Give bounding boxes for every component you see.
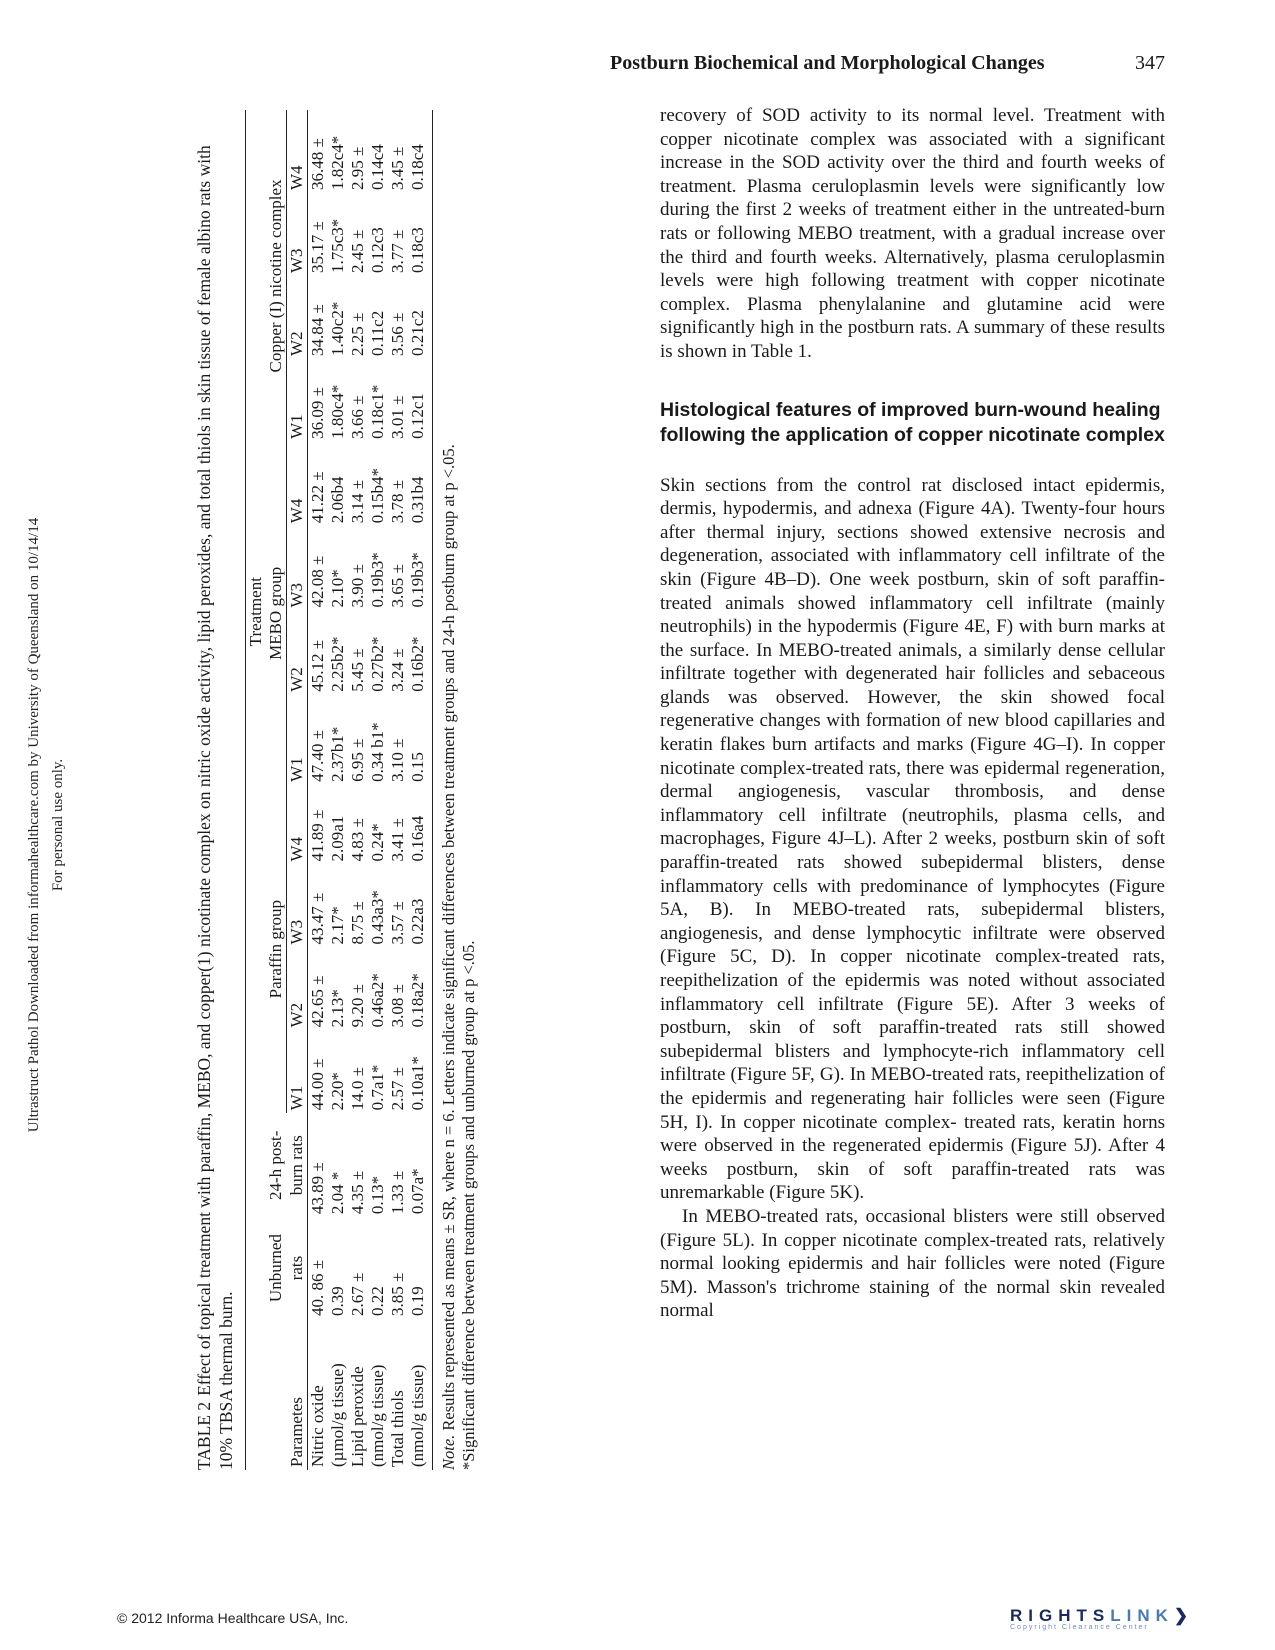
week-header: W2: [287, 610, 308, 694]
error-value: 0.12c1: [408, 393, 427, 439]
error-value: 0.39: [328, 1286, 347, 1316]
mean-value: 3.41 ±: [388, 818, 407, 862]
value-cell: [388, 359, 433, 442]
mean-value: 4.83 ±: [348, 818, 367, 862]
error-value: 2.20*: [328, 1072, 347, 1111]
value-cell: [388, 785, 433, 865]
note-label: Note.: [439, 1434, 458, 1470]
mean-value: 43.89 ±: [308, 1162, 327, 1215]
mean-value: 2.25 ±: [348, 312, 367, 356]
treatment-header: Treatment: [246, 110, 267, 1113]
error-value: 0.22: [368, 1286, 387, 1316]
value-cell: [308, 359, 349, 442]
error-value: 0.43a3*: [368, 890, 387, 945]
unburned-header-2: rats: [287, 1217, 308, 1319]
error-value: 2.17*: [328, 906, 347, 945]
value-cell: [348, 1113, 388, 1217]
value-cell: [388, 193, 433, 276]
error-value: 0.27b2*: [368, 636, 387, 692]
running-head-title: Postburn Biochemical and Morphological Changes: [610, 52, 1045, 74]
parameter-cell: [388, 1319, 433, 1470]
mean-value: 41.22 ±: [308, 471, 327, 524]
value-cell: [388, 110, 433, 193]
value-cell: [348, 359, 388, 442]
rightslink-arrow-icon: ❯: [1173, 1606, 1195, 1625]
table-header-row-3: [287, 110, 308, 1470]
parameters-header: Parametes: [287, 1319, 308, 1470]
error-value: 0.10a1*: [408, 1056, 427, 1111]
watermark-line-2: For personal use only.: [50, 758, 66, 892]
error-value: 0.18a2*: [408, 973, 427, 1028]
value-cell: [388, 864, 433, 947]
value-cell: [348, 442, 388, 526]
unburned-header-1: Unburned: [266, 1234, 285, 1303]
group-header-mebo: MEBO group: [266, 442, 287, 785]
error-value: 0.15b4*: [368, 467, 387, 524]
error-value: 0.16b2*: [408, 636, 427, 692]
mean-value: 40. 86 ±: [308, 1259, 327, 1316]
value-cell: [388, 526, 433, 610]
value-cell: [348, 1217, 388, 1319]
mean-value: 3.14 ±: [348, 479, 367, 524]
error-value: 0.13*: [368, 1175, 387, 1215]
download-watermark: [22, 300, 76, 1350]
mean-value: 3.66 ±: [348, 395, 367, 439]
parameter-line: Nitric oxide: [308, 1385, 327, 1467]
error-value: 0.34 b1*: [368, 722, 387, 782]
table-row: [348, 110, 388, 1470]
error-value: 1.75c3*: [328, 218, 347, 273]
error-value: 0.18c4: [408, 144, 427, 191]
error-value: 2.09a1: [328, 815, 347, 862]
week-header: W1: [287, 695, 308, 785]
value-cell: [348, 193, 388, 276]
note-text-2: *Significant difference between treatment groups and unburned group at p <.05.: [459, 940, 478, 1470]
table-caption: [193, 110, 237, 1470]
postburn-header-2: burn rats: [287, 1113, 308, 1217]
value-cell: [308, 442, 349, 526]
mean-value: 3.65 ±: [388, 564, 407, 608]
table-label: TABLE 2: [194, 1401, 214, 1470]
mean-value: 35.17 ±: [308, 221, 327, 273]
error-value: 0.15: [408, 752, 427, 782]
error-value: 2.13*: [328, 989, 347, 1028]
note-text: Results represented as means ± SR, where n = 6. Letters indicate significant differences between treatment groups and 24-h postburn group at p <.05.: [439, 444, 458, 1431]
mean-value: 3.24 ±: [388, 648, 407, 692]
value-cell: [348, 785, 388, 865]
week-header: W1: [287, 1030, 308, 1113]
mean-value: 1.33 ±: [388, 1170, 407, 1215]
error-value: 0.7a1*: [368, 1064, 387, 1111]
week-header: W4: [287, 110, 308, 193]
mean-value: 5.45 ±: [348, 648, 367, 692]
error-value: 0.46a2*: [368, 973, 387, 1028]
mean-value: 3.85 ±: [388, 1272, 407, 1316]
table-row: [308, 110, 349, 1470]
error-value: 0.19b3*: [368, 552, 387, 608]
mean-value: 14.0 ±: [348, 1067, 367, 1111]
error-value: 0.16a4: [408, 815, 427, 862]
parameter-line: (nmol/g tissue): [368, 1364, 387, 1467]
value-cell: [388, 947, 433, 1030]
error-value: 0.22a3: [408, 898, 427, 945]
mean-value: 6.95 ±: [348, 738, 367, 782]
mean-value: 3.90 ±: [348, 564, 367, 608]
value-cell: [308, 1217, 349, 1319]
error-value: 0.14c4: [368, 144, 387, 191]
value-cell: [308, 947, 349, 1030]
week-header: W3: [287, 193, 308, 276]
error-value: 0.18c1*: [368, 384, 387, 439]
body-column: [660, 104, 1165, 1323]
mean-value: 3.01 ±: [388, 395, 407, 439]
value-cell: [348, 695, 388, 785]
table-header-row-1: [246, 110, 267, 1470]
mean-value: 2.67 ±: [348, 1272, 367, 1316]
value-cell: [348, 947, 388, 1030]
error-value: 1.40c2*: [328, 301, 347, 356]
value-cell: [388, 1217, 433, 1319]
body-paragraph-1: recovery of SOD activity to its normal level. Treatment with copper nicotinate complex was associated with a significant increase in the SOD activity over the third and fourth weeks of treatment. Plasma ceruloplasmin levels were significantly low during the first 2 weeks of treatment either in the untreated-burn rats or following MEBO treatment, with a gradual increase over the third and fourth weeks. Alternatively, plasma ceruloplasmin levels were high following treatment with copper nicotinate complex. Plasma phenylalanine and glutamine acid were significantly high in the postburn rats. A summary of these results is shown in Table 1.: [660, 105, 1165, 362]
parameter-cell: [308, 1319, 349, 1470]
value-cell: [308, 193, 349, 276]
value-cell: [348, 110, 388, 193]
value-cell: [388, 695, 433, 785]
mean-value: 9.20 ±: [348, 984, 367, 1028]
mean-value: 4.35 ±: [348, 1170, 367, 1215]
value-cell: [348, 526, 388, 610]
value-cell: [308, 864, 349, 947]
section-heading: Histological features of improved burn-wound healing following the application of copper nicotinate complex: [660, 398, 1165, 446]
error-value: 0.21c2: [408, 310, 427, 356]
week-header: W1: [287, 359, 308, 442]
parameter-line: Total thiols: [388, 1390, 407, 1467]
week-header: W4: [287, 785, 308, 865]
error-value: 1.82c4*: [328, 135, 347, 191]
error-value: 0.07a*: [408, 1168, 427, 1215]
value-cell: [308, 1030, 349, 1113]
value-cell: [348, 276, 388, 359]
value-cell: [388, 442, 433, 526]
error-value: 2.04 *: [328, 1171, 347, 1215]
table-caption-text: Effect of topical treatment with paraffin, MEBO, and copper(1) nicotinate complex on nitric oxide activity, lipid peroxides, and total thiols in skin tissue of female albino rats with 10% TBSA thermal burn.: [194, 145, 236, 1470]
copyright-footer: © 2012 Informa Healthcare USA, Inc.: [117, 1610, 349, 1626]
value-cell: [388, 276, 433, 359]
week-header: W3: [287, 526, 308, 610]
table-row: [388, 110, 433, 1470]
mean-value: 41.89 ±: [308, 809, 327, 862]
week-header: W4: [287, 442, 308, 526]
parameter-cell: [348, 1319, 388, 1470]
mean-value: 42.65 ±: [308, 975, 327, 1028]
value-cell: [348, 1030, 388, 1113]
table-header-row-2: [266, 110, 287, 1470]
value-cell: [308, 785, 349, 865]
mean-value: 36.48 ±: [308, 138, 327, 191]
week-header: W3: [287, 864, 308, 947]
error-value: 2.06b4: [328, 476, 347, 524]
value-cell: [308, 610, 349, 694]
error-value: 0.19: [408, 1286, 427, 1316]
page-number: 347: [1135, 52, 1165, 74]
mean-value: 3.10 ±: [388, 738, 407, 782]
mean-value: 44.00 ±: [308, 1058, 327, 1111]
mean-value: 3.56 ±: [388, 312, 407, 356]
group-header-paraffin: Paraffin group: [266, 785, 287, 1114]
group-header-copper: Copper (I) nicotine complex: [266, 110, 287, 442]
results-table: [245, 110, 433, 1470]
mean-value: 3.08 ±: [388, 984, 407, 1028]
mean-value: 47.40 ±: [308, 730, 327, 782]
error-value: 0.24*: [368, 823, 387, 862]
mean-value: 3.57 ±: [388, 901, 407, 945]
watermark-line-1: Ultrastruct Pathol Downloaded from informahealthcare.com by University of Queensland on 10/14/14: [26, 517, 42, 1133]
error-value: 2.25b2*: [328, 636, 347, 692]
week-header: W2: [287, 276, 308, 359]
mean-value: 45.12 ±: [308, 639, 327, 692]
value-cell: [308, 276, 349, 359]
parameter-line: (µmol/g tissue): [328, 1363, 347, 1467]
mean-value: 43.47 ±: [308, 892, 327, 945]
week-header: W2: [287, 947, 308, 1030]
rightslink-main: RIGHTS: [1010, 1606, 1111, 1625]
rightslink-sub: Copyright Clearance Center: [1010, 1624, 1149, 1631]
mean-value: 34.84 ±: [308, 304, 327, 356]
error-value: 0.31b4: [408, 476, 427, 524]
mean-value: 3.78 ±: [388, 479, 407, 524]
body-paragraph-3: In MEBO-treated rats, occasional blisters were still observed (Figure 5L). In copper nicotinate complex-treated rats, relatively normal looking epidermis and hair follicles were noted (Figure 5M). Masson's trichrome staining of the normal skin revealed normal: [660, 1205, 1165, 1322]
postburn-header-1: 24-h post-: [266, 1130, 285, 1200]
error-value: 2.37b1*: [328, 726, 347, 782]
table-note: [439, 110, 479, 1470]
value-cell: [348, 864, 388, 947]
mean-value: 3.77 ±: [388, 229, 407, 273]
error-value: 0.18c3: [408, 227, 427, 273]
value-cell: [308, 110, 349, 193]
value-cell: [308, 1113, 349, 1217]
table-2: [193, 110, 499, 1470]
value-cell: [388, 1113, 433, 1217]
error-value: 0.19b3*: [408, 552, 427, 608]
value-cell: [348, 610, 388, 694]
rightslink-logo: [1010, 1606, 1250, 1636]
mean-value: 2.57 ±: [388, 1067, 407, 1111]
parameter-line: (nmol/g tissue): [408, 1364, 427, 1467]
error-value: 0.11c2: [368, 310, 387, 356]
error-value: 2.10*: [328, 569, 347, 608]
value-cell: [388, 1030, 433, 1113]
error-value: 1.80c4*: [328, 384, 347, 439]
mean-value: 3.45 ±: [388, 146, 407, 191]
mean-value: 2.45 ±: [348, 229, 367, 273]
value-cell: [308, 695, 349, 785]
mean-value: 8.75 ±: [348, 901, 367, 945]
value-cell: [388, 610, 433, 694]
parameter-line: Lipid peroxide: [348, 1366, 367, 1467]
value-cell: [308, 526, 349, 610]
rightslink-light: LINK: [1110, 1606, 1174, 1625]
body-paragraph-2: Skin sections from the control rat disclosed intact epidermis, dermis, hypodermis, and adnexa (Figure 4A). Twenty-four hours after thermal injury, sections showed extensive necrosis and degeneration, associated with inflammatory cell infiltrate of the skin (Figure 4B–D). One week postburn, skin of soft paraffin-treated animals showed inflammatory cell infiltrate (mainly neutrophils) in the hypodermis (Figure 4E, F) with burn marks at the surface. In MEBO-treated animals, a similarly dense cellular infiltrate together with degenerated hair follicles and sebaceous glands was observed. However, the skin showed focal regenerative changes with formation of new blood capillaries and keratin flakes burn artifacts and marks (Figure 4G–I). In copper nicotinate complex-treated rats, there was epidermal regeneration, dermal angiogenesis, vascular thrombosis, and dense inflammatory cell infiltrate (neutrophils, plasma cells, and macrophages, Figure 4J–L). After 2 weeks, postburn skin of soft paraffin-treated rats showed subepidermal blisters, dense inflammatory cells with predominance of lymphocytes (Figure 5A, B). In MEBO-treated rats, subepidermal blisters, angiogenesis, and dense lymphocytic infiltrate were observed (Figure 5C, D). In copper nicotinate complex-treated rats, reepithelization of the epidermis was noted without associated inflammatory cell infiltrate (Figure 5E). After 3 weeks of postburn, skin of soft paraffin-treated rats still showed subepidermal blisters and lymphocyte-rich inflammatory cell infiltrate (Figure 5F, G). In MEBO-treated rats, reepithelization of the epidermis and regenerating hair follicles were seen (Figure 5H, I). In copper nicotinate complex- treated rats, keratin horns were observed in the regenerated epidermis (Figure 5J). After 4 weeks postburn, skin of soft paraffin-treated rats was unremarkable (Figure 5K).: [660, 474, 1165, 1204]
mean-value: 42.08 ±: [308, 555, 327, 608]
running-head: [610, 52, 1165, 82]
table-body: [308, 110, 433, 1470]
error-value: 0.12c3: [368, 227, 387, 273]
mean-value: 36.09 ±: [308, 387, 327, 439]
mean-value: 2.95 ±: [348, 146, 367, 191]
